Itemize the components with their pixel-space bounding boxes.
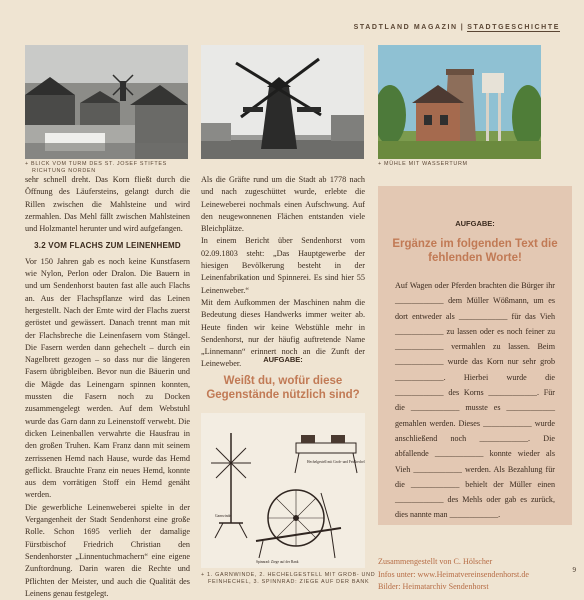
paragraph: Mit dem Aufkommen der Maschinen nahm die Bedeutung dieses Handwerks immer weiter ab. Heute finden wir keine Webstühle mehr in Sendenhorst, nur der häufig auftretende Name „Linnemann“ erinnert noch an die Zunft der Leineweber. <box>201 297 365 369</box>
task-heading: Weißt du, wofür diese Gegenstände nützlich sind? <box>206 375 360 401</box>
paragraph: Die gewerbliche Leinenweberei spielte in der Vergangenheit der Stadt Sendenhorst eine große Rolle. Schon 1695 verlieh der damalige Fürstbischof Friedrich Christian den Sendenhorster „Linnentuchmachern“ eine eigene Zunftordnung. Darin waren die Rechte und Pflichten der Meister, und auch die Qualität des Leinens genau festgelegt. <box>25 502 190 598</box>
task-label: AUFGABE: <box>455 219 495 228</box>
caption-line: + BLICK VOM TURM DES ST. JOSEF STIFTES <box>25 161 167 167</box>
paragraph: In einem Bericht über Sendenhorst vom 02.09.1803 steht: „Das Hauptgewerbe der hiesigen Bevölkerung besteht in der Leinenfabrikation und Spinnerei. Es sind hier 55 Leinenweber.“ <box>201 236 365 295</box>
section-title: STADTGESCHICHTE <box>467 24 560 31</box>
magazine-header <box>354 24 560 31</box>
cloze-text: Auf Wagen oder Pferden brachten die Bürger ihr ____________ dem Müller Wößmann, um es dort entweder als ____________ für das Vieh ____________ zu lassen oder es noch feiner zu ____________ vermahlen zu lassen. Beim ____________ wurde das Korn nur sehr grob ____________. Hierbei wurde die ____________ des Korns ____________. Für die ____________ musste es ____________ gemahlen werden. Dieses ____________ wurde anschließend noch ____________. Die abfallende ____________ konnte wieder als Vieh ____________ werden. Als Bezahlung für die ____________ behielt der Müller einen ____________ des Mehls oder gab es zurück, dies nannte man ____________. <box>395 281 555 520</box>
article-column-1 <box>25 174 190 600</box>
photo-view-north-caption <box>25 161 195 175</box>
header-separator: | <box>460 24 465 31</box>
credits <box>378 556 529 594</box>
task-label: AUFGABE: <box>263 355 303 364</box>
photo-windmill <box>201 45 364 159</box>
tools-illustration-image <box>201 413 365 568</box>
caption-line: FEINHECHEL, 3. SPINNRAD: ZIEGE AUF DER BANK <box>208 579 370 585</box>
photo-windmill-image <box>201 45 364 159</box>
article-column-2 <box>201 174 365 371</box>
paragraph: Vor 150 Jahren gab es noch keine Kunstfasern wie Nylon, Perlon oder Dralon. Die Bauern in und um Sendenhorst bauten fast alle auch Flachs an. Aus der Flachspflanze wird das Leinen hergestellt. Nach der Ernte wird der Flachs zuerst geröstet und gewässert. Danach trennt man mit der Flachsbreche die Leinenfasern vom Stängel. Die Fasern werden dann gehechelt – durch ein Nagelbrett gezogen – so dass nur die längeren Fasern übrigbleiben. Bevor nun die Bäuerin und die Mägde das Leinengarn spinnen konnten, mussten die Fasern noch zu Docken zusammengelegt werden. Auf dem Webstuhl wurde das Garn dann zu Leinenstoff verwebt. Die dicken Leinenballen verwahrte die Hausfrau in den großen Truhen. Kam Franz dann mit seinem zerrissenen Hemd nach Hause, wurde das Hemd geflickt. Brauchte Franz ein neues Hemd, konnte aus dem vorrätigen Stoff ein Hemd genäht werden. <box>25 256 190 500</box>
task-heading: Ergänze im folgenden Text die fehlenden Worte! <box>392 238 558 264</box>
photo-view-north-image <box>25 45 188 159</box>
caption-line: + 1. GARNWINDE, 2. HECHELGESTELL MIT GROB- UND <box>201 572 376 578</box>
photo-mill-water-tower-image <box>378 45 541 159</box>
caption-line: RICHTUNG NORDEN <box>32 168 96 174</box>
credits-images: Bilder: Heimatarchiv Sendenhorst <box>378 582 489 591</box>
page-number: 9 <box>572 566 576 574</box>
illustration-label: Hechelgestell mit Grob- und Feinhechel <box>307 460 365 464</box>
paragraph: Als die Gräfte rund um die Stadt ab 1778 nach und nach zugeschüttet wurde, erlebte die Leineweberei nochmals einen Aufschwung. Auf den neugewonnenen Flächen entstanden viele Bleichplätze. <box>201 175 365 234</box>
photo-mill-caption <box>378 161 548 168</box>
illustration-label: Spinnrad: Ziege auf der Bank <box>256 560 299 564</box>
task-sidebar <box>378 186 572 525</box>
photo-view-north <box>25 45 188 159</box>
credits-info: Infos unter: www.Heimatvereinsendenhorst.de <box>378 569 529 579</box>
credits-author: Zusammengestellt von C. Hölscher <box>378 557 493 566</box>
photo-mill-water-tower <box>378 45 541 159</box>
section-heading: 3.2 VOM FLACHS ZUM LEINENHEMD <box>34 241 181 251</box>
illustration-label: Garnwinde <box>215 514 231 518</box>
magazine-title: STADTLAND MAGAZIN <box>353 24 458 31</box>
tools-illustration <box>201 413 365 568</box>
paragraph: sehr schnell dreht. Das Korn fließt durch die Öffnung des Läufersteins, gelangt durch die Rillen zwischen die Mahlsteine und wird zermahlen. Das Mehl fällt zwischen Mahlsteinen und Holzmantel herunter und wird aufgefangen. <box>25 175 190 234</box>
tools-illustration-caption <box>201 572 376 586</box>
caption-line: + MÜHLE MIT WASSERTURM <box>378 161 468 167</box>
